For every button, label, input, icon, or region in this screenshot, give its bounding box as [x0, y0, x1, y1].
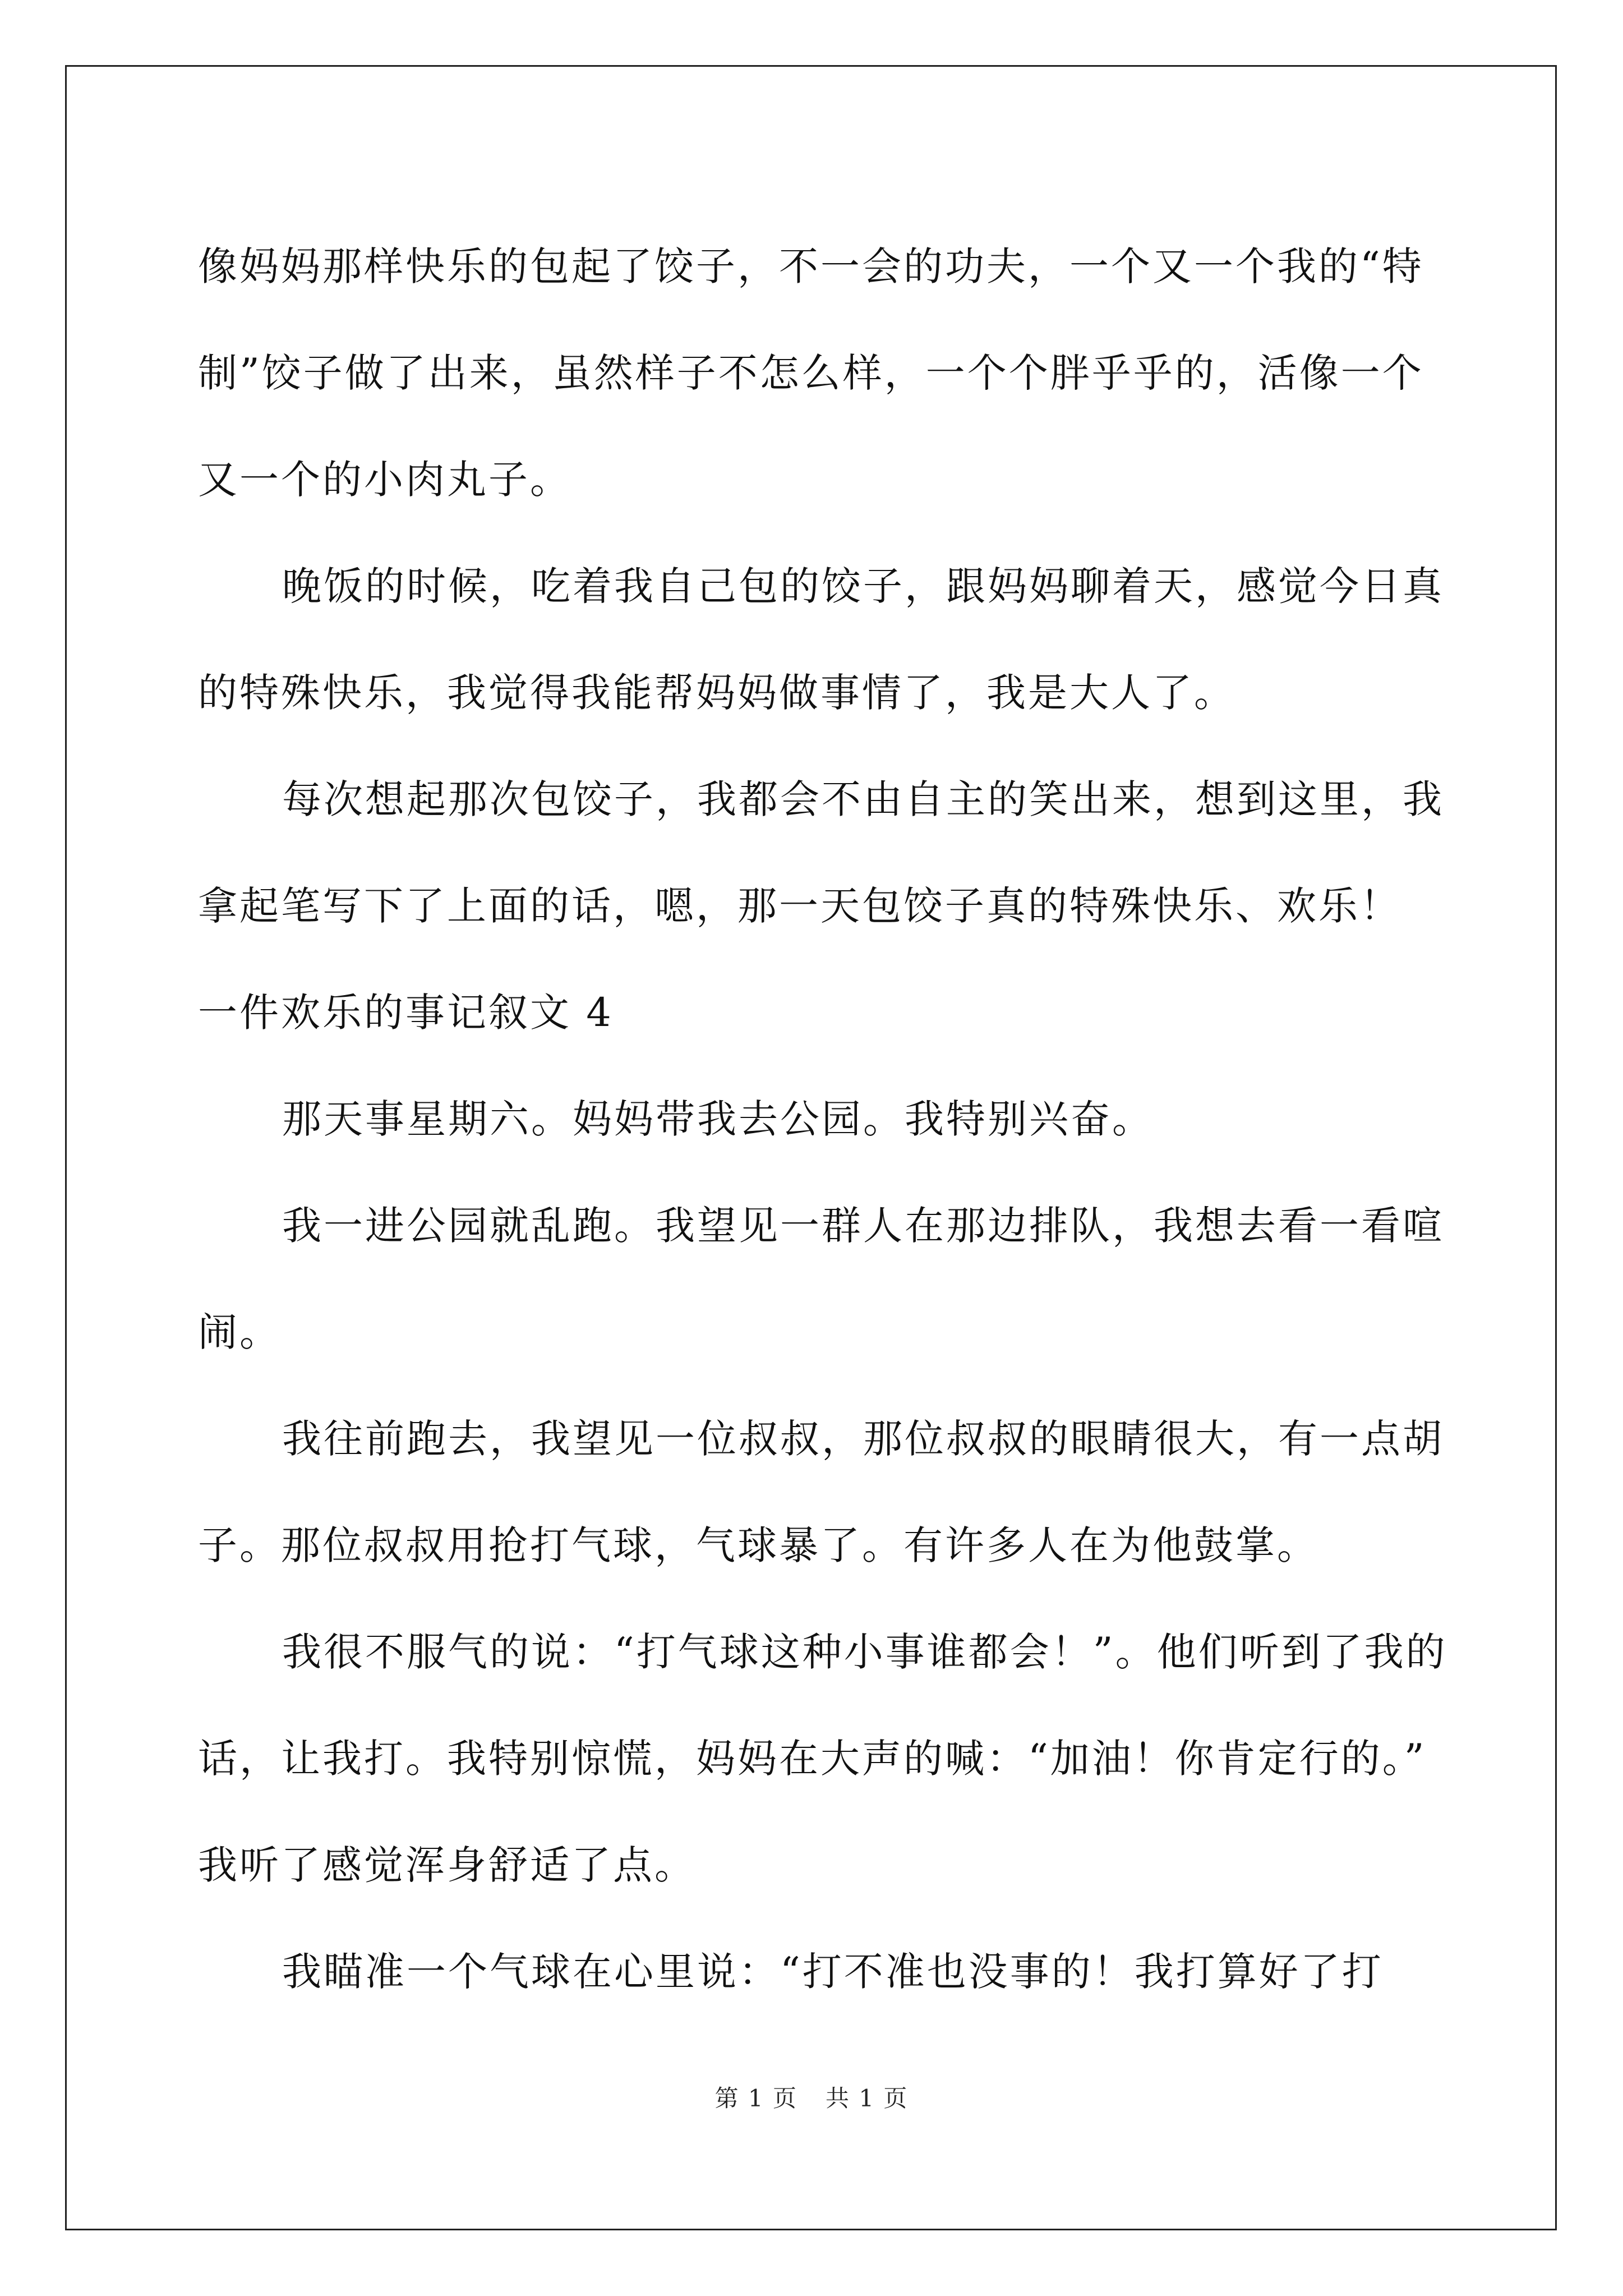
paragraph-start-line: 晚饭的时候，吃着我自己包的饺子，跟妈妈聊着天，感觉今日真	[282, 563, 1444, 609]
paragraph-start-line: 我一进公园就乱跑。我望见一群人在那边排队，我想去看一看喧	[282, 1203, 1444, 1249]
section-heading: 一件欢乐的事记叙文 4	[198, 990, 614, 1036]
text-line: 话，让我打。我特别惊慌，妈妈在大声的喊：“加油！你肯定行的。”	[198, 1736, 1427, 1782]
text-line: 拿起笔写下了上面的话，嗯，那一天包饺子真的特殊快乐、欢乐！	[198, 883, 1401, 929]
page-footer	[0, 2080, 1623, 2114]
paragraph-start-line: 我往前跑去，我望见一位叔叔，那位叔叔的眼睛很大，有一点胡	[282, 1416, 1444, 1462]
paragraph-start-line: 我瞄准一个气球在心里说：“打不准也没事的！我打算好了打	[282, 1949, 1384, 1995]
text-line: 像妈妈那样快乐的包起了饺子，不一会的功夫，一个又一个我的“特	[198, 243, 1424, 289]
text-line: 我听了感觉浑身舒适了点。	[198, 1842, 696, 1888]
text-line: 的特殊快乐，我觉得我能帮妈妈做事情了，我是大人了。	[198, 670, 1235, 716]
text-line: 闹。	[198, 1309, 281, 1355]
text-line: 制”饺子做了出来，虽然样子不怎么样，一个个胖乎乎的，活像一个	[198, 350, 1424, 396]
text-line: 又一个的小肉丸子。	[198, 457, 571, 503]
paragraph-start-line: 每次想起那次包饺子，我都会不由自主的笑出来，想到这里，我	[282, 776, 1444, 822]
paragraph-start-line: 我很不服气的说：“打气球这种小事谁都会！”。他们听到了我的	[282, 1629, 1447, 1675]
total-pages: 共 1 页	[826, 2085, 909, 2112]
document-body	[198, 213, 1460, 2025]
page-number: 第 1 页	[714, 2085, 797, 2112]
text-line: 子。那位叔叔用抢打气球，气球暴了。有许多人在为他鼓掌。	[198, 1522, 1318, 1568]
paragraph-start-line: 那天事星期六。妈妈带我去公园。我特别兴奋。	[282, 1096, 1154, 1142]
